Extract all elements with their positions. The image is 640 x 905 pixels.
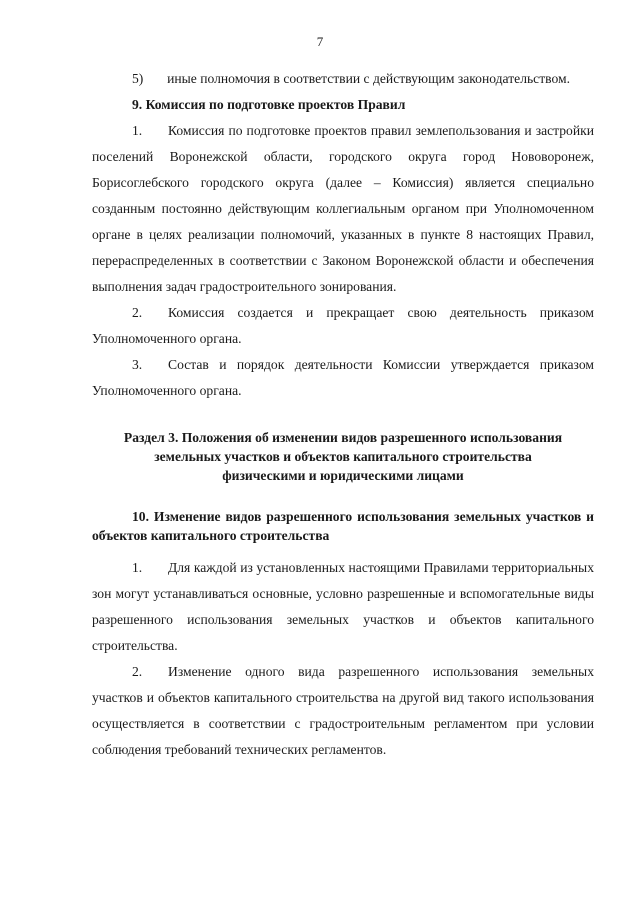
section-9-paragraph-1 <box>92 118 594 300</box>
section-3-heading-line: физическими и юридическими лицами <box>222 468 464 483</box>
page-number: 7 <box>316 34 324 49</box>
paragraph-text: Комиссия создается и прекращает свою деятельность приказом Уполномоченного органа. <box>92 305 594 346</box>
paragraph-number: 3. <box>132 357 143 372</box>
paragraph-text: Комиссия по подготовке проектов правил землепользования и застройки поселений Воронежской области, городского округа город Нововоронеж, Борисоглебского городского округа (далее – Комиссия) является специально созданным постоянно действующим коллегиальным органом при Уполномоченном органе в целях реализации полномочий, указанных в пункте 8 настоящих Правил, перераспределенных в соответствии с Законом Воронежской области и обеспечения выполнения задач градостроительного зонирования. <box>92 123 594 294</box>
section-9-paragraph-2 <box>92 300 594 352</box>
paragraph-text: Состав и порядок деятельности Комиссии утверждается приказом Уполномоченного органа. <box>92 357 594 398</box>
section-9-heading: 9. Комиссия по подготовке проектов Правил <box>132 97 406 112</box>
paragraph-text: Для каждой из установленных настоящими Правилами территориальных зон могут устанавливаться основные, условно разрешенные и вспомогательные виды разрешенного использования земельных участков и объектов капитального строительства. <box>92 560 594 653</box>
paragraph-number: 1. <box>132 560 143 575</box>
article-10-paragraph-1 <box>92 555 594 659</box>
page-content <box>92 66 594 763</box>
section-3-heading-line: Раздел 3. Положения об изменении видов разрешенного использования <box>123 430 563 445</box>
paragraph-number: 1. <box>132 123 143 138</box>
paragraph-text: Изменение одного вида разрешенного использования земельных участков и объектов капитального строительства на другой вид такого использования осуществляется в соответствии с градостроительным регламентом при условии соблюдения требований технических регламентов. <box>92 664 594 757</box>
paragraph-number: 2. <box>132 664 143 679</box>
section-3-heading-line: земельных участков и объектов капитального строительства <box>154 449 532 464</box>
section-9-paragraph-3 <box>92 352 594 404</box>
article-10-paragraph-2 <box>92 659 594 763</box>
article-10-heading: 10. Изменение видов разрешенного использования земельных участков и объектов капитального строительства <box>92 509 594 543</box>
section-3-heading <box>92 428 594 485</box>
paragraph-number: 2. <box>132 305 143 320</box>
item-5-paragraph: 5) иные полномочия в соответствии с действующим законодательством. <box>132 71 571 86</box>
